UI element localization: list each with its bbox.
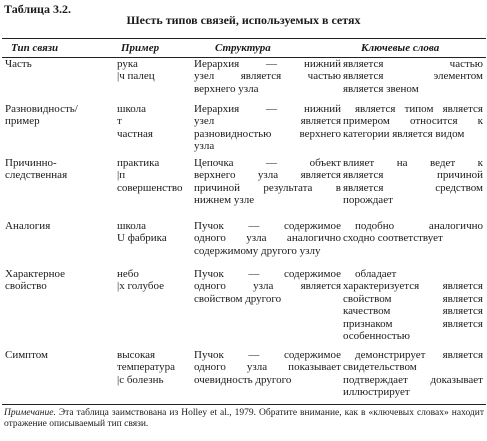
structure-cell: [194, 220, 341, 257]
example-line: рука: [117, 58, 138, 70]
keywords-line: характеризуется является: [343, 280, 483, 293]
structure-line: разновидностью верхнего: [194, 127, 341, 140]
type-line: свойство: [5, 280, 47, 293]
keywords-line: является звеном: [343, 82, 419, 95]
example-line: |х голубое: [117, 280, 165, 293]
example-cell: [117, 349, 189, 386]
table-number: Таблица 3.2.: [4, 2, 71, 16]
example-cell: [117, 157, 189, 194]
keywords-line: является элементом: [343, 70, 483, 83]
structure-line: содержимому другого узлу: [194, 244, 321, 257]
note-label: Примечание.: [4, 408, 56, 418]
structure-line: верхнего узла является: [194, 169, 341, 182]
example-cell: [117, 268, 189, 293]
structure-cell: [194, 58, 341, 95]
keywords-line: является причиной: [343, 169, 483, 182]
keywords-line: подтверждает доказывает: [343, 373, 483, 386]
top-rule: [2, 38, 486, 39]
header-structure: Структура: [215, 42, 271, 54]
structure-line: Иерархия — нижний: [194, 58, 341, 70]
structure-line: нижнем узле: [194, 194, 255, 207]
example-line: температура: [117, 361, 176, 374]
structure-line: одного узла является: [194, 280, 341, 293]
keywords-line: является средством: [343, 181, 483, 194]
keywords-line: является типом является: [355, 103, 483, 115]
keywords-cell: [343, 349, 483, 399]
keywords-line: является частью: [343, 58, 483, 70]
example-line: U фабрика: [117, 232, 167, 245]
keywords-line: категории является видом: [343, 127, 465, 140]
structure-line: узла: [194, 140, 215, 153]
type-cell: [5, 58, 105, 70]
keywords-cell: [343, 157, 483, 207]
structure-line: свойством другого: [194, 292, 282, 305]
structure-line: Цепочка — объект: [194, 157, 341, 169]
keywords-cell: [343, 103, 483, 140]
structure-cell: [194, 268, 341, 305]
keywords-line: свидетельством: [343, 361, 417, 374]
keywords-line: иллюстрирует: [343, 386, 410, 399]
example-line: |с болезнь: [117, 373, 164, 386]
type-line: Симптом: [5, 349, 48, 361]
example-cell: [117, 58, 189, 83]
example-line: частная: [117, 127, 153, 140]
structure-line: верхнего узла: [194, 82, 259, 95]
keywords-line: примером относится к: [343, 115, 483, 128]
type-line: следственная: [5, 169, 68, 182]
structure-cell: [194, 103, 341, 153]
keywords-cell: [343, 58, 483, 95]
keywords-line: обладает: [355, 268, 397, 280]
type-cell: [5, 220, 105, 232]
header-type: Тип связи: [11, 42, 59, 54]
keywords-cell: [343, 220, 483, 245]
keywords-line: демонстрирует является: [355, 349, 483, 361]
type-line: пример: [5, 115, 40, 128]
type-line: Характерное: [5, 268, 66, 280]
type-line: Аналогия: [5, 220, 51, 232]
table-note: [4, 408, 484, 430]
keywords-line: свойством является: [343, 292, 483, 305]
keywords-line: признаком является: [343, 317, 483, 330]
structure-line: одного узла аналогично: [194, 232, 341, 245]
example-line: небо: [117, 268, 139, 280]
bottom-rule: [2, 404, 486, 405]
keywords-line: качеством является: [343, 305, 483, 318]
table-title: Шесть типов связей, используемых в сетях: [126, 13, 361, 27]
keywords-line: влияет на ведет к: [343, 157, 483, 169]
type-line: Причинно-: [5, 157, 57, 169]
header-example: Пример: [121, 42, 160, 54]
keywords-line: подобно аналогично: [355, 220, 483, 232]
header-keywords: Ключевые слова: [361, 42, 440, 54]
note-text: Эта таблица заимствована из Holley et al., 1979. Обратите внимание, как в «ключевых словах» находит отражение описываемый тип связи.: [4, 408, 484, 429]
type-cell: [5, 268, 105, 293]
structure-cell: [194, 349, 341, 386]
structure-line: Иерархия — нижний: [194, 103, 341, 115]
structure-line: Пучок — содержимое: [194, 268, 341, 280]
example-line: совершенство: [117, 181, 183, 194]
type-line: Часть: [5, 58, 32, 70]
structure-line: узел является частью: [194, 70, 341, 83]
keywords-cell: [343, 268, 483, 342]
example-cell: [117, 103, 189, 140]
example-line: |п: [117, 169, 126, 182]
type-line: Разновидность/: [5, 103, 78, 115]
structure-line: узел является: [194, 115, 341, 128]
example-line: школа: [117, 220, 146, 232]
example-line: школа: [117, 103, 146, 115]
structure-line: причиной результата в: [194, 181, 341, 194]
type-cell: [5, 349, 105, 361]
example-line: |ч палец: [117, 70, 155, 83]
type-cell: [5, 157, 105, 182]
structure-line: очевидность другого: [194, 373, 292, 386]
example-cell: [117, 220, 189, 245]
keywords-line: особенностью: [343, 330, 410, 343]
structure-cell: [194, 157, 341, 207]
structure-line: Пучок — содержимое: [194, 349, 341, 361]
example-line: т: [117, 115, 122, 128]
keywords-line: сходно соответствует: [343, 232, 443, 245]
example-line: практика: [117, 157, 160, 169]
type-cell: [5, 103, 105, 128]
structure-line: Пучок — содержимое: [194, 220, 341, 232]
keywords-line: порождает: [343, 194, 393, 207]
example-line: высокая: [117, 349, 156, 361]
structure-line: одного узла показывает: [194, 361, 341, 374]
